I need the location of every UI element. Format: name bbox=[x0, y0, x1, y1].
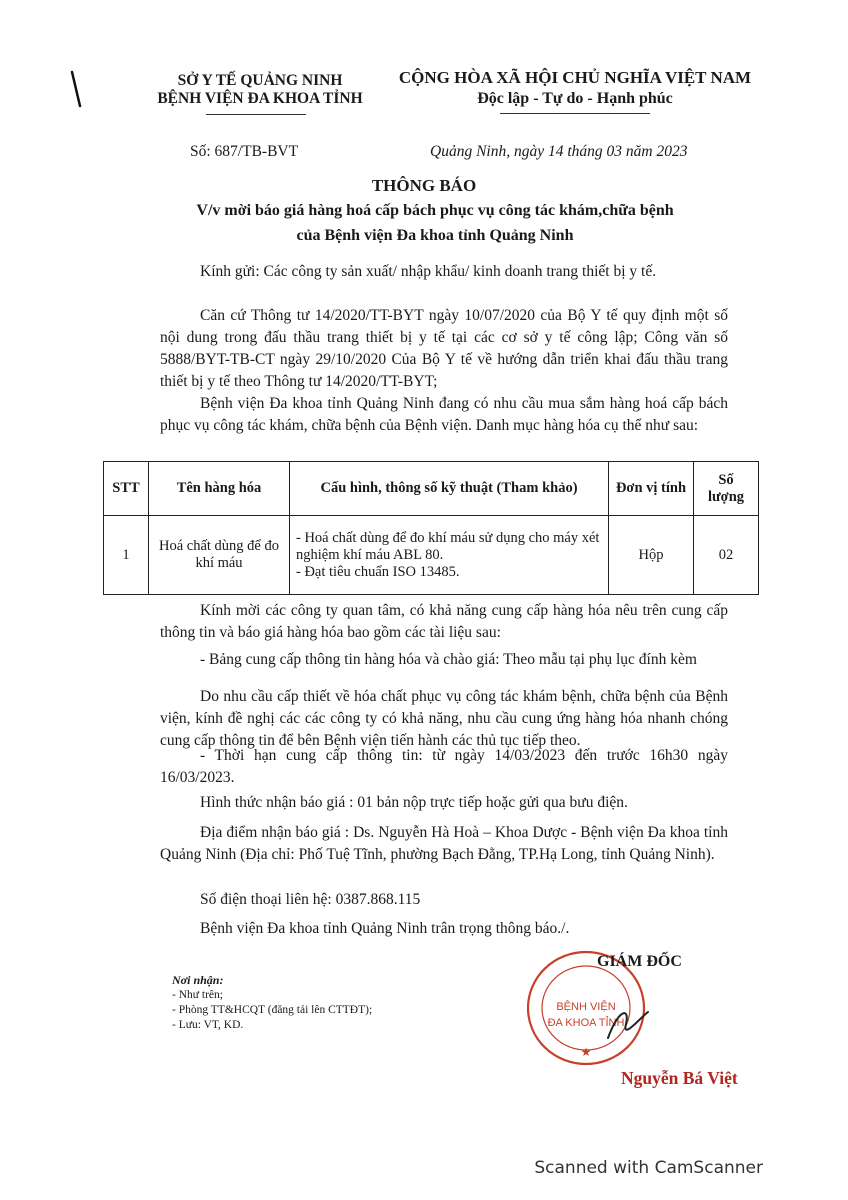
col-header-spec: Cấu hình, thông số kỹ thuật (Tham khảo) bbox=[290, 462, 609, 516]
paragraph-deadline bbox=[160, 745, 728, 789]
col-header-name: Tên hàng hóa bbox=[149, 462, 290, 516]
cell-spec bbox=[290, 516, 609, 595]
signer-name: Nguyễn Bá Việt bbox=[621, 1068, 738, 1088]
paragraph-invitation bbox=[160, 600, 728, 644]
paragraph-1-text: Căn cứ Thông tư 14/2020/TT-BYT ngày 10/07/2020 của Bộ Y tế quy định một số nội dung trong đấu thầu trang thiết bị y tế tại các cơ sở y tế công lập; Công văn số 5888/BYT-TB-CT ngày 29/10/2020 Của Bộ Y tế về hướng dẫn triển khai đấu thầu trang thiết bị y tế theo Thông tư 14/2020/TT-BYT; bbox=[160, 307, 728, 390]
signer-role: GIÁM ĐỐC bbox=[597, 953, 682, 970]
contact-phone: Số điện thoại liên hệ: 0387.868.115 bbox=[200, 891, 421, 908]
paragraph-2-text: Bệnh viện Đa khoa tỉnh Quảng Ninh đang có nhu cầu mua sắm hàng hoá cấp bách phục vụ công tác khám, chữa bệnh của Bệnh viện. Danh mục hàng hóa cụ thể như sau: bbox=[160, 395, 728, 434]
svg-text:★: ★ bbox=[580, 1045, 592, 1059]
table-header-row bbox=[104, 462, 759, 516]
closing-line: Bệnh viện Đa khoa tỉnh Quảng Ninh trân trọng thông báo./. bbox=[200, 920, 570, 937]
motto-underline bbox=[500, 113, 650, 114]
national-line2: Độc lập - Tự do - Hạnh phúc bbox=[477, 90, 673, 107]
handwritten-signature bbox=[600, 1000, 660, 1045]
agency-line1: SỞ Y TẾ QUẢNG NINH bbox=[177, 72, 343, 89]
col-header-qty: Số lượng bbox=[694, 462, 759, 516]
paragraph-urgency bbox=[160, 686, 728, 752]
margin-pen-mark bbox=[66, 70, 86, 110]
doc-title: THÔNG BÁO bbox=[371, 176, 477, 195]
agency-line2: BỆNH VIỆN ĐA KHOA TỈNH bbox=[157, 90, 363, 107]
greeting: Kính gửi: Các công ty sản xuất/ nhập khẩu/ kinh doanh trang thiết bị y tế. bbox=[200, 263, 657, 280]
agency-name bbox=[120, 72, 400, 108]
date-line: Quảng Ninh, ngày 14 tháng 03 năm 2023 bbox=[430, 143, 688, 160]
recipient-item: - Phòng TT&HCQT (đăng tải lên CTTĐT); bbox=[172, 1004, 373, 1016]
doc-number: Số: 687/TB-BVT bbox=[190, 143, 299, 160]
paragraph-form-item: - Bảng cung cấp thông tin hàng hóa và chào giá: Theo mẫu tại phụ lục đính kèm bbox=[200, 651, 697, 668]
cell-name: Hoá chất dùng để đo khí máu bbox=[149, 516, 290, 595]
camscanner-watermark: Scanned with CamScanner bbox=[534, 1158, 763, 1178]
cell-qty: 02 bbox=[694, 516, 759, 595]
col-header-stt: STT bbox=[104, 462, 149, 516]
agency-underline bbox=[206, 114, 306, 115]
national-line1: CỘNG HÒA XÃ HỘI CHỦ NGHĨA VIỆT NAM bbox=[398, 68, 752, 87]
seal-text-1: BỆNH VIỆN bbox=[556, 1001, 616, 1013]
recipient-item: - Như trên; bbox=[172, 989, 223, 1001]
col-header-unit: Đơn vị tính bbox=[609, 462, 694, 516]
paragraph-legal-basis bbox=[160, 305, 728, 393]
recipient-item: - Lưu: VT, KD. bbox=[172, 1019, 244, 1031]
paragraph-8-text: Địa điểm nhận báo giá : Ds. Nguyễn Hà Hoà – Khoa Dược - Bệnh viện Đa khoa tỉnh Quảng Ninh (Địa chỉ: Phố Tuệ Tĩnh, phường Bạch Đằng, TP.Hạ Long, tỉnh Quảng Ninh). bbox=[160, 824, 728, 863]
paragraph-5-text: Do nhu cầu cấp thiết về hóa chất phục vụ công tác khám bệnh, chữa bệnh của Bệnh viện, kính đề nghị các các công ty có khả năng, nhu cầu cung ứng hàng hóa nhanh chóng cung cấp thông tin để bên Bệnh viện tiến hành các thủ tục tiếp theo. bbox=[160, 688, 728, 749]
paragraph-submission-form: Hình thức nhận báo giá : 01 bản nộp trực tiếp hoặc gửi qua bưu điện. bbox=[200, 794, 628, 811]
recipients-block bbox=[172, 973, 372, 1033]
paragraph-3-text: Kính mời các công ty quan tâm, có khả năng cung cấp hàng hóa nêu trên cung cấp thông tin và báo giá hàng hóa bao gồm các tài liệu sau: bbox=[160, 602, 728, 641]
cell-stt: 1 bbox=[104, 516, 149, 595]
seal-text-2: ĐA KHOA TỈNH bbox=[547, 1017, 625, 1029]
table-row bbox=[104, 516, 759, 595]
doc-subtitle-2: của Bệnh viện Đa khoa tỉnh Quảng Ninh bbox=[296, 227, 574, 244]
paragraph-6-text: - Thời hạn cung cấp thông tin: từ ngày 14/03/2023 đến trước 16h30 ngày 16/03/2023. bbox=[160, 747, 728, 786]
cell-spec-line2: - Đạt tiêu chuẩn ISO 13485. bbox=[296, 563, 460, 580]
doc-subtitle-1: V/v mời báo giá hàng hoá cấp bách phục vụ công tác khám,chữa bệnh bbox=[196, 202, 674, 219]
paragraph-submission-place bbox=[160, 822, 728, 866]
national-motto bbox=[380, 68, 770, 108]
recipients-label: Nơi nhận: bbox=[172, 973, 224, 987]
goods-table bbox=[103, 461, 759, 595]
cell-spec-line1: - Hoá chất dùng để đo khí máu sử dụng cho máy xét nghiệm khí máu ABL 80. bbox=[296, 529, 600, 563]
paragraph-need bbox=[160, 393, 728, 437]
cell-unit: Hộp bbox=[609, 516, 694, 595]
